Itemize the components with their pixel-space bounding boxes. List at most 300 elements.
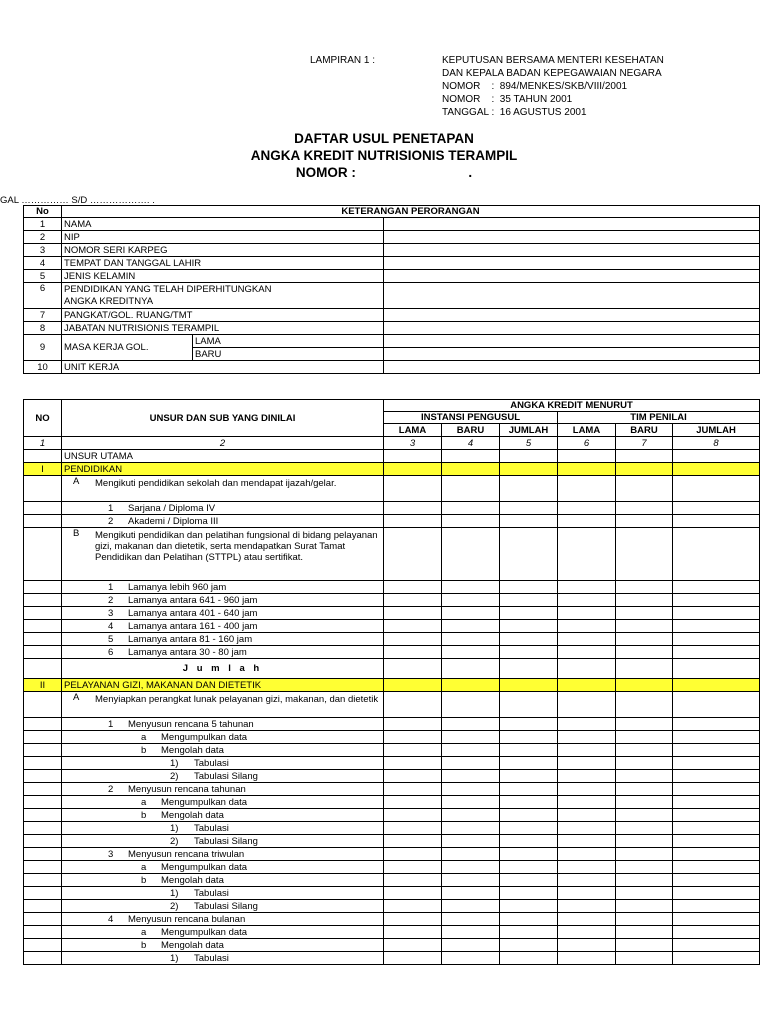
credit-cell[interactable]	[500, 874, 558, 887]
credit-cell[interactable]	[616, 809, 673, 822]
item-marker: 5	[108, 633, 114, 645]
table-row	[24, 620, 760, 633]
credit-cell[interactable]	[442, 861, 500, 874]
credit-cell[interactable]	[500, 502, 558, 515]
credit-cell[interactable]	[384, 528, 442, 581]
credit-cell[interactable]	[673, 939, 760, 952]
credit-cell[interactable]	[442, 770, 500, 783]
credit-cell[interactable]	[384, 744, 442, 757]
credit-cell[interactable]	[558, 679, 616, 692]
credit-cell[interactable]	[616, 744, 673, 757]
item-marker: 1)	[170, 757, 179, 769]
item-text: Mengumpulkan data	[161, 861, 248, 873]
credit-cell[interactable]	[616, 939, 673, 952]
credit-cell[interactable]	[500, 620, 558, 633]
credit-cell[interactable]	[616, 835, 673, 848]
credit-cell[interactable]	[500, 646, 558, 659]
credit-cell[interactable]	[673, 594, 760, 607]
credit-cell[interactable]	[500, 515, 558, 528]
item-text: Tabulasi	[194, 822, 229, 834]
credit-cell[interactable]	[500, 692, 558, 718]
row-no: 10	[24, 361, 62, 374]
credit-cell[interactable]	[673, 659, 760, 679]
credit-cell[interactable]	[558, 861, 616, 874]
credit-cell[interactable]	[442, 926, 500, 939]
personal-info-table	[23, 205, 760, 374]
value-cell[interactable]	[384, 309, 760, 322]
credit-cell[interactable]	[673, 822, 760, 835]
col-unsur: UNSUR DAN SUB YANG DINILAI	[62, 400, 384, 437]
credit-cell[interactable]	[384, 835, 442, 848]
credit-cell[interactable]	[500, 659, 558, 679]
item-marker: 4	[108, 620, 114, 632]
col-tim-penilai: TIM PENILAI	[558, 412, 760, 424]
row-item	[62, 679, 384, 692]
credit-cell[interactable]	[616, 594, 673, 607]
table-row	[24, 463, 760, 476]
credit-cell[interactable]	[384, 620, 442, 633]
credit-cell[interactable]	[384, 594, 442, 607]
credit-cell[interactable]	[673, 796, 760, 809]
credit-cell[interactable]	[384, 874, 442, 887]
credit-cell[interactable]	[558, 502, 616, 515]
credit-cell[interactable]	[673, 744, 760, 757]
credit-cell[interactable]	[616, 633, 673, 646]
credit-cell[interactable]	[384, 581, 442, 594]
credit-cell[interactable]	[558, 809, 616, 822]
credit-cell[interactable]	[500, 679, 558, 692]
credit-cell[interactable]	[673, 718, 760, 731]
row-no	[24, 848, 62, 861]
credit-cell[interactable]	[616, 770, 673, 783]
credit-cell[interactable]	[558, 796, 616, 809]
credit-cell[interactable]	[442, 581, 500, 594]
credit-cell[interactable]	[616, 502, 673, 515]
value-cell[interactable]	[384, 283, 760, 309]
value-cell[interactable]	[384, 361, 760, 374]
credit-cell[interactable]	[442, 744, 500, 757]
credit-cell[interactable]	[500, 633, 558, 646]
credit-cell[interactable]	[442, 633, 500, 646]
item-text: Tabulasi Silang	[194, 900, 258, 912]
row-no	[24, 659, 62, 679]
credit-cell[interactable]	[500, 822, 558, 835]
credit-cell[interactable]	[500, 594, 558, 607]
value-cell[interactable]	[384, 348, 760, 361]
table-row	[24, 594, 760, 607]
credit-cell[interactable]	[616, 757, 673, 770]
credit-cell[interactable]	[616, 679, 673, 692]
credit-cell[interactable]	[500, 528, 558, 581]
credit-cell[interactable]	[442, 476, 500, 502]
credit-cell[interactable]	[442, 757, 500, 770]
credit-cell[interactable]	[500, 900, 558, 913]
credit-cell[interactable]	[558, 528, 616, 581]
credit-cell[interactable]	[673, 679, 760, 692]
credit-cell[interactable]	[384, 861, 442, 874]
credit-cell[interactable]	[384, 822, 442, 835]
credit-cell[interactable]	[384, 633, 442, 646]
credit-cell[interactable]	[616, 874, 673, 887]
credit-cell[interactable]	[616, 926, 673, 939]
value-cell[interactable]	[384, 257, 760, 270]
credit-cell[interactable]	[500, 848, 558, 861]
credit-cell[interactable]	[442, 900, 500, 913]
credit-cell[interactable]	[616, 783, 673, 796]
table-row	[24, 361, 760, 374]
row-label: NAMA	[62, 218, 384, 231]
credit-cell[interactable]	[558, 835, 616, 848]
credit-cell[interactable]	[558, 463, 616, 476]
item-marker: b	[141, 874, 147, 886]
item-marker: 1)	[170, 887, 179, 899]
item-marker: 1	[108, 502, 114, 514]
value-cell[interactable]	[384, 335, 760, 348]
credit-cell[interactable]	[442, 874, 500, 887]
credit-cell[interactable]	[442, 646, 500, 659]
row-no	[24, 528, 62, 581]
row-no	[24, 887, 62, 900]
credit-cell[interactable]	[500, 744, 558, 757]
table-row	[24, 322, 760, 335]
credit-cell[interactable]	[500, 887, 558, 900]
value-cell[interactable]	[384, 244, 760, 257]
credit-cell[interactable]	[616, 581, 673, 594]
credit-cell[interactable]	[558, 607, 616, 620]
decree-date: TANGGAL : 16 AGUSTUS 2001	[442, 107, 587, 118]
credit-cell[interactable]	[442, 796, 500, 809]
credit-cell[interactable]	[673, 731, 760, 744]
credit-cell[interactable]	[616, 731, 673, 744]
credit-cell[interactable]	[558, 848, 616, 861]
credit-cell[interactable]	[616, 528, 673, 581]
credit-cell[interactable]	[673, 620, 760, 633]
credit-cell[interactable]	[384, 646, 442, 659]
row-item	[62, 515, 384, 528]
credit-cell[interactable]	[673, 463, 760, 476]
item-text: Menyiapkan perangkat lunak pelayanan gizi, makanan, dan dietetik	[95, 694, 379, 705]
credit-cell[interactable]	[558, 594, 616, 607]
credit-cell[interactable]	[673, 848, 760, 861]
credit-cell[interactable]	[558, 581, 616, 594]
credit-cell[interactable]	[673, 633, 760, 646]
credit-cell[interactable]	[558, 450, 616, 463]
row-no: 5	[24, 270, 62, 283]
credit-cell[interactable]	[500, 607, 558, 620]
credit-cell[interactable]	[442, 809, 500, 822]
table-row	[24, 692, 760, 718]
credit-cell[interactable]	[558, 757, 616, 770]
row-item	[62, 463, 384, 476]
credit-cell[interactable]	[384, 796, 442, 809]
credit-cell[interactable]	[442, 515, 500, 528]
item-marker: b	[141, 744, 147, 756]
item-marker: 1)	[170, 822, 179, 834]
credit-cell[interactable]	[442, 607, 500, 620]
row-label-line-1: PENDIDIKAN YANG TELAH DIPERHITUNGKAN	[64, 283, 272, 295]
item-text: Lamanya lebih 960 jam	[128, 581, 227, 593]
credit-cell[interactable]	[442, 848, 500, 861]
credit-cell[interactable]	[442, 450, 500, 463]
value-cell[interactable]	[384, 231, 760, 244]
credit-cell[interactable]	[673, 861, 760, 874]
credit-cell[interactable]	[616, 450, 673, 463]
credit-cell[interactable]	[384, 515, 442, 528]
value-cell[interactable]	[384, 322, 760, 335]
credit-cell[interactable]	[500, 770, 558, 783]
credit-cell[interactable]	[500, 926, 558, 939]
col-number: 1	[24, 437, 62, 450]
credit-cell[interactable]	[558, 770, 616, 783]
item-marker: 3	[108, 848, 114, 860]
credit-cell[interactable]	[500, 796, 558, 809]
credit-cell[interactable]	[673, 926, 760, 939]
col-baru-2: BARU	[616, 424, 673, 437]
col-no: NO	[24, 400, 62, 437]
credit-cell[interactable]	[558, 718, 616, 731]
item-marker: 4	[108, 913, 114, 925]
credit-cell[interactable]	[616, 620, 673, 633]
row-item	[62, 796, 384, 809]
row-item	[62, 783, 384, 796]
credit-cell[interactable]	[616, 848, 673, 861]
credit-cell[interactable]	[673, 476, 760, 502]
credit-cell[interactable]	[558, 874, 616, 887]
credit-cell[interactable]	[673, 913, 760, 926]
credit-cell[interactable]	[616, 900, 673, 913]
credit-cell[interactable]	[500, 783, 558, 796]
row-no	[24, 783, 62, 796]
credit-cell[interactable]	[616, 887, 673, 900]
credit-cell[interactable]	[500, 809, 558, 822]
table-row	[24, 476, 760, 502]
row-no	[24, 757, 62, 770]
credit-cell[interactable]	[442, 692, 500, 718]
credit-cell[interactable]	[673, 900, 760, 913]
credit-cell[interactable]	[384, 926, 442, 939]
credit-cell[interactable]	[442, 679, 500, 692]
item-text: Menyusun rencana triwulan	[128, 848, 245, 860]
credit-cell[interactable]	[558, 633, 616, 646]
credit-cell[interactable]	[442, 463, 500, 476]
credit-cell[interactable]	[673, 783, 760, 796]
credit-cell[interactable]	[673, 757, 760, 770]
credit-cell[interactable]	[384, 783, 442, 796]
credit-cell[interactable]	[673, 581, 760, 594]
row-item	[62, 939, 384, 952]
credit-cell[interactable]	[442, 822, 500, 835]
table-row	[24, 796, 760, 809]
item-marker: 3	[108, 607, 114, 619]
credit-cell[interactable]	[384, 607, 442, 620]
credit-cell[interactable]	[384, 679, 442, 692]
col-number: 4	[442, 437, 500, 450]
credit-cell[interactable]	[558, 646, 616, 659]
row-label: MASA KERJA GOL.	[62, 335, 193, 361]
item-marker: 2)	[170, 770, 179, 782]
item-text: Akademi / Diploma III	[128, 515, 219, 527]
lampiran-label: LAMPIRAN 1 :	[310, 55, 376, 66]
credit-cell[interactable]	[558, 659, 616, 679]
credit-cell[interactable]	[673, 502, 760, 515]
credit-cell[interactable]	[384, 476, 442, 502]
credit-cell[interactable]	[673, 692, 760, 718]
credit-cell[interactable]	[442, 594, 500, 607]
credit-cell[interactable]	[442, 502, 500, 515]
credit-cell[interactable]	[384, 463, 442, 476]
credit-cell[interactable]	[558, 822, 616, 835]
table-row	[24, 231, 760, 244]
credit-cell[interactable]	[558, 692, 616, 718]
credit-cell[interactable]	[558, 476, 616, 502]
credit-cell[interactable]	[673, 646, 760, 659]
item-text: Mengumpulkan data	[161, 796, 248, 808]
credit-cell[interactable]	[558, 620, 616, 633]
item-marker: 2	[108, 515, 114, 527]
row-no	[24, 900, 62, 913]
credit-cell[interactable]	[558, 952, 616, 965]
credit-cell[interactable]	[442, 783, 500, 796]
item-text: Tabulasi	[194, 887, 229, 899]
credit-cell[interactable]	[616, 659, 673, 679]
credit-cell[interactable]	[384, 913, 442, 926]
item-text: PELAYANAN GIZI, MAKANAN DAN DIETETIK	[64, 679, 262, 691]
credit-cell[interactable]	[442, 835, 500, 848]
credit-cell[interactable]	[500, 581, 558, 594]
value-cell[interactable]	[384, 270, 760, 283]
credit-cell[interactable]	[673, 515, 760, 528]
item-text: Tabulasi Silang	[194, 835, 258, 847]
credit-cell[interactable]	[558, 731, 616, 744]
credit-cell[interactable]	[384, 809, 442, 822]
credit-cell[interactable]	[616, 913, 673, 926]
credit-cell[interactable]	[616, 796, 673, 809]
credit-cell[interactable]	[616, 861, 673, 874]
table-row	[24, 581, 760, 594]
credit-cell[interactable]	[616, 822, 673, 835]
credit-cell[interactable]	[384, 952, 442, 965]
row-no	[24, 926, 62, 939]
credit-cell[interactable]	[500, 913, 558, 926]
credit-cell[interactable]	[673, 874, 760, 887]
credit-cell[interactable]	[500, 476, 558, 502]
item-letter: A	[73, 476, 80, 487]
credit-cell[interactable]	[500, 939, 558, 952]
item-marker: 2	[108, 783, 114, 795]
doc-title-line-1: DAFTAR USUL PENETAPAN	[294, 131, 474, 146]
credit-cell[interactable]	[616, 463, 673, 476]
credit-cell[interactable]	[558, 939, 616, 952]
row-label: NIP	[62, 231, 384, 244]
col-jumlah-1: JUMLAH	[500, 424, 558, 437]
credit-cell[interactable]	[384, 887, 442, 900]
credit-cell[interactable]	[384, 770, 442, 783]
credit-cell[interactable]	[500, 757, 558, 770]
credit-cell[interactable]	[442, 887, 500, 900]
credit-cell[interactable]	[616, 718, 673, 731]
credit-cell[interactable]	[384, 659, 442, 679]
credit-cell[interactable]	[673, 607, 760, 620]
credit-cell[interactable]	[442, 913, 500, 926]
credit-cell[interactable]	[616, 646, 673, 659]
credit-cell[interactable]	[500, 463, 558, 476]
credit-cell[interactable]	[500, 835, 558, 848]
table-row	[24, 939, 760, 952]
item-text: Mengolah data	[161, 809, 224, 821]
credit-cell[interactable]	[384, 450, 442, 463]
credit-cell[interactable]	[673, 887, 760, 900]
item-text: Lamanya antara 161 - 400 jam	[128, 620, 258, 632]
row-no	[24, 952, 62, 965]
item-text: Sarjana / Diploma IV	[128, 502, 216, 514]
credit-cell[interactable]	[673, 770, 760, 783]
credit-cell[interactable]	[384, 692, 442, 718]
item-text: Tabulasi	[194, 952, 229, 964]
credit-cell[interactable]	[558, 783, 616, 796]
item-text: UNSUR UTAMA	[64, 450, 133, 462]
row-no: 9	[24, 335, 62, 361]
credit-cell[interactable]	[500, 718, 558, 731]
credit-cell[interactable]	[673, 952, 760, 965]
row-item	[62, 887, 384, 900]
credit-cell[interactable]	[616, 515, 673, 528]
credit-cell[interactable]	[558, 515, 616, 528]
item-text: Lamanya antara 30 - 80 jam	[128, 646, 247, 658]
credit-cell[interactable]	[673, 528, 760, 581]
credit-cell[interactable]	[616, 607, 673, 620]
credit-cell[interactable]	[384, 848, 442, 861]
credit-cell[interactable]	[558, 900, 616, 913]
credit-cell[interactable]	[442, 952, 500, 965]
credit-cell[interactable]	[442, 528, 500, 581]
credit-cell[interactable]	[442, 659, 500, 679]
credit-cell[interactable]	[384, 757, 442, 770]
row-no: 8	[24, 322, 62, 335]
row-no	[24, 692, 62, 718]
credit-cell[interactable]	[558, 913, 616, 926]
credit-cell[interactable]	[384, 718, 442, 731]
value-cell[interactable]	[384, 218, 760, 231]
credit-cell[interactable]	[673, 835, 760, 848]
credit-cell[interactable]	[558, 744, 616, 757]
credit-cell[interactable]	[500, 861, 558, 874]
credit-cell[interactable]	[384, 731, 442, 744]
credit-cell[interactable]	[384, 502, 442, 515]
credit-cell[interactable]	[442, 718, 500, 731]
credit-cell[interactable]	[500, 450, 558, 463]
credit-cell[interactable]	[384, 900, 442, 913]
credit-cell[interactable]	[442, 939, 500, 952]
credit-cell[interactable]	[500, 731, 558, 744]
credit-cell[interactable]	[384, 939, 442, 952]
table-row	[24, 283, 760, 309]
col-number: 6	[558, 437, 616, 450]
credit-cell[interactable]	[616, 952, 673, 965]
credit-cell[interactable]	[442, 620, 500, 633]
row-item	[62, 809, 384, 822]
credit-cell[interactable]	[442, 731, 500, 744]
credit-cell[interactable]	[673, 809, 760, 822]
credit-cell[interactable]	[673, 450, 760, 463]
table-row	[24, 218, 760, 231]
credit-cell[interactable]	[558, 887, 616, 900]
decree-line-2: DAN KEPALA BADAN KEPEGAWAIAN NEGARA	[442, 68, 662, 79]
credit-cell[interactable]	[616, 692, 673, 718]
credit-cell[interactable]	[558, 926, 616, 939]
credit-cell[interactable]	[500, 952, 558, 965]
item-text: Mengolah data	[161, 874, 224, 886]
credit-cell[interactable]	[616, 476, 673, 502]
